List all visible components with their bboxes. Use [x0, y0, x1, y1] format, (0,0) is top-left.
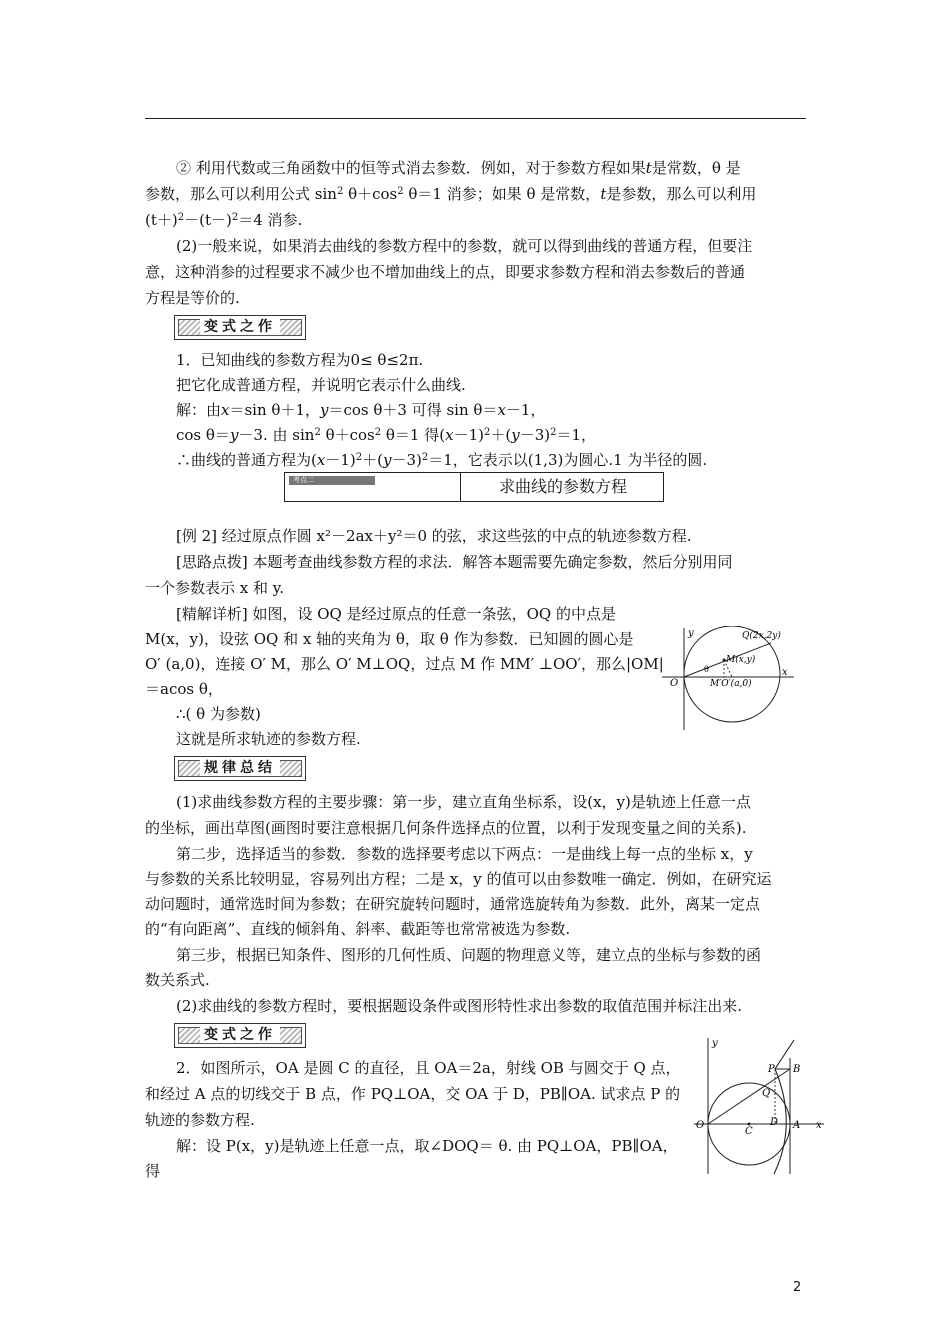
fig2-b-label: B: [793, 1064, 801, 1075]
variant-badge-2: 变式之作: [174, 1023, 306, 1048]
ex1-line4: cos θ＝y－3. 由 $\sin^2 \theta+\cos^2$ θ＝1 得$(x-1)^2+(y-3)^2=1$，: [176, 426, 597, 444]
ex1-line5: ∴曲线的普通方程为$(x-1)^2+(y-3)^2=1$，它表示以(1,3)为圆心.1 为半径的圆.: [176, 451, 708, 469]
fig1-theta-label: θ: [704, 665, 709, 674]
section-header: [284, 472, 664, 502]
p2-line1: (2)一般来说，如果消去曲线的参数方程中的参数，就可以得到曲线的普通方程，但要注: [176, 237, 753, 255]
ex2-line7: ＝acos θ，: [145, 680, 223, 698]
fig1-m-label: M(x,y): [726, 655, 756, 665]
summary-line7: 第三步，根据已知条件、图形的几何性质、问题的物理意义等，建立点的坐标与参数的函: [176, 946, 762, 964]
p1-line1: ② 利用代数或三角函数中的恒等式消去参数．例如，对于参数方程如果t是常数，θ 是: [176, 159, 741, 177]
p2-line3: 方程是等价的.: [145, 289, 240, 307]
summary-line8: 数关系式.: [145, 971, 210, 989]
fig2-d-label: D: [770, 1117, 779, 1128]
variant-badge: 变式之作: [174, 315, 306, 340]
fig2-o-label: O: [696, 1120, 705, 1131]
header-rule: [145, 118, 806, 119]
summary-line4: 与参数的关系比较明显，容易列出方程；二是 x，y 的值可以由参数唯一确定．例如，在研究运: [145, 870, 772, 888]
summary-line5: 动问题时，通常选时间为参数；在研究旋转问题时，通常选旋转角为参数．此外，离某一定点: [145, 895, 761, 913]
fig2-x-label: x: [816, 1120, 822, 1131]
summary-line6: 的“有向距离”、直线的倾斜角、斜率、截距等也常常被选为参数.: [145, 920, 571, 938]
fig1-o-label: O: [670, 678, 679, 689]
fig1-y-label: y: [688, 628, 694, 639]
fig2-y-label: y: [712, 1038, 718, 1049]
summary-badge: 规律总结: [174, 756, 306, 781]
fig1-q-label: Q(2x,2y): [742, 631, 781, 641]
summary-line9: (2)求曲线的参数方程时，要根据题设条件或图形特性求出参数的取值范围并标注出来.: [176, 997, 743, 1015]
page-number: 2: [793, 1280, 802, 1295]
section-title: 求曲线的参数方程: [498, 477, 627, 496]
p1-line3: $(t+)^2-(t-)^2=4$ 消参.: [145, 211, 303, 229]
circle-chord-figure: [658, 626, 798, 732]
summary-line1: (1)求曲线参数方程的主要步骤：第一步，建立直角坐标系，设(x，y)是轨迹上任意一点: [176, 793, 751, 811]
p2-line2: 意，这种消参的过程要求不减少也不增加曲线上的点，即要求参数方程和消去参数后的普通: [145, 263, 746, 281]
ex2-line8: ∴( θ 为参数): [176, 705, 261, 723]
ex3-line5: 得: [145, 1162, 161, 1180]
fig2-a-label: A: [793, 1120, 801, 1131]
summary-line2: 的坐标，画出草图(画图时要注意根据几何条件选择点的位置，以利于发现变量之间的关系).: [145, 819, 747, 837]
p1-line2: 参数，那么可以利用公式 $\sin^2 \theta+\cos^2$ θ＝1 消参；如果 θ 是常数，t是参数，那么可以利用: [145, 185, 757, 203]
ex3-line3: 轨迹的参数方程.: [145, 1111, 255, 1129]
ex2-line1: [例 2] 经过原点作圆 x²－2ax＋y²＝0 的弦，求这些弦的中点的轨迹参数方程.: [176, 527, 692, 545]
ex3-line2: 和经过 A 点的切线交于 B 点，作 PQ⊥OA，交 OA 于 D，PB∥OA. 试求点 P 的: [145, 1085, 681, 1103]
ex2-line5: M(x，y)，设弦 OQ 和 x 轴的夹角为 θ，取 θ 作为参数．已知圆的圆心是: [145, 630, 634, 648]
ex1-line1: 1．已知曲线的参数方程为0≤ θ≤2π.: [176, 351, 424, 369]
ex2-line6: O′ (a,0)，连接 O′ M，那么 O′ M⊥OQ，过点 M 作 MM′ ⊥OO′，那么|OM|: [145, 655, 664, 673]
ex1-line2: 把它化成普通方程，并说明它表示什么曲线.: [176, 376, 466, 394]
ex2-line4: [精解详析] 如图，设 OQ 是经过原点的任意一条弦，OQ 的中点是: [176, 605, 616, 623]
tangent-circle-figure: [690, 1036, 830, 1176]
summary-line3: 第二步，选择适当的参数．参数的选择要考虑以下两点：一是曲线上每一点的坐标 x，y: [176, 845, 753, 863]
ex2-line3: 一个参数表示 x 和 y.: [145, 579, 285, 597]
ex1-line3: 解：由x＝sin θ＋1，y＝cos θ＋3 可得 sin θ＝x－1，: [176, 401, 546, 419]
ex2-line2: [思路点拨] 本题考查曲线参数方程的求法．解答本题需要先确定参数，然后分别用同: [176, 553, 733, 571]
fig2-c-label: C: [745, 1126, 753, 1137]
fig2-p-label: P: [768, 1064, 775, 1075]
ex2-line9: 这就是所求轨迹的参数方程.: [176, 730, 361, 748]
section-tag: 考点二: [289, 476, 375, 485]
fig1-bottom-label: M′O′(a,0): [710, 679, 752, 689]
fig1-x-label: x: [782, 667, 788, 678]
ex3-line4: 解：设 P(x，y)是轨迹上任意一点，取∠DOQ＝ θ. 由 PQ⊥OA，PB∥OA，: [176, 1137, 678, 1155]
ex3-line1: 2．如图所示，OA 是圆 C 的直径，且 OA＝2a，射线 OB 与圆交于 Q 点，: [176, 1059, 681, 1077]
fig2-q-label: Q: [762, 1088, 771, 1099]
